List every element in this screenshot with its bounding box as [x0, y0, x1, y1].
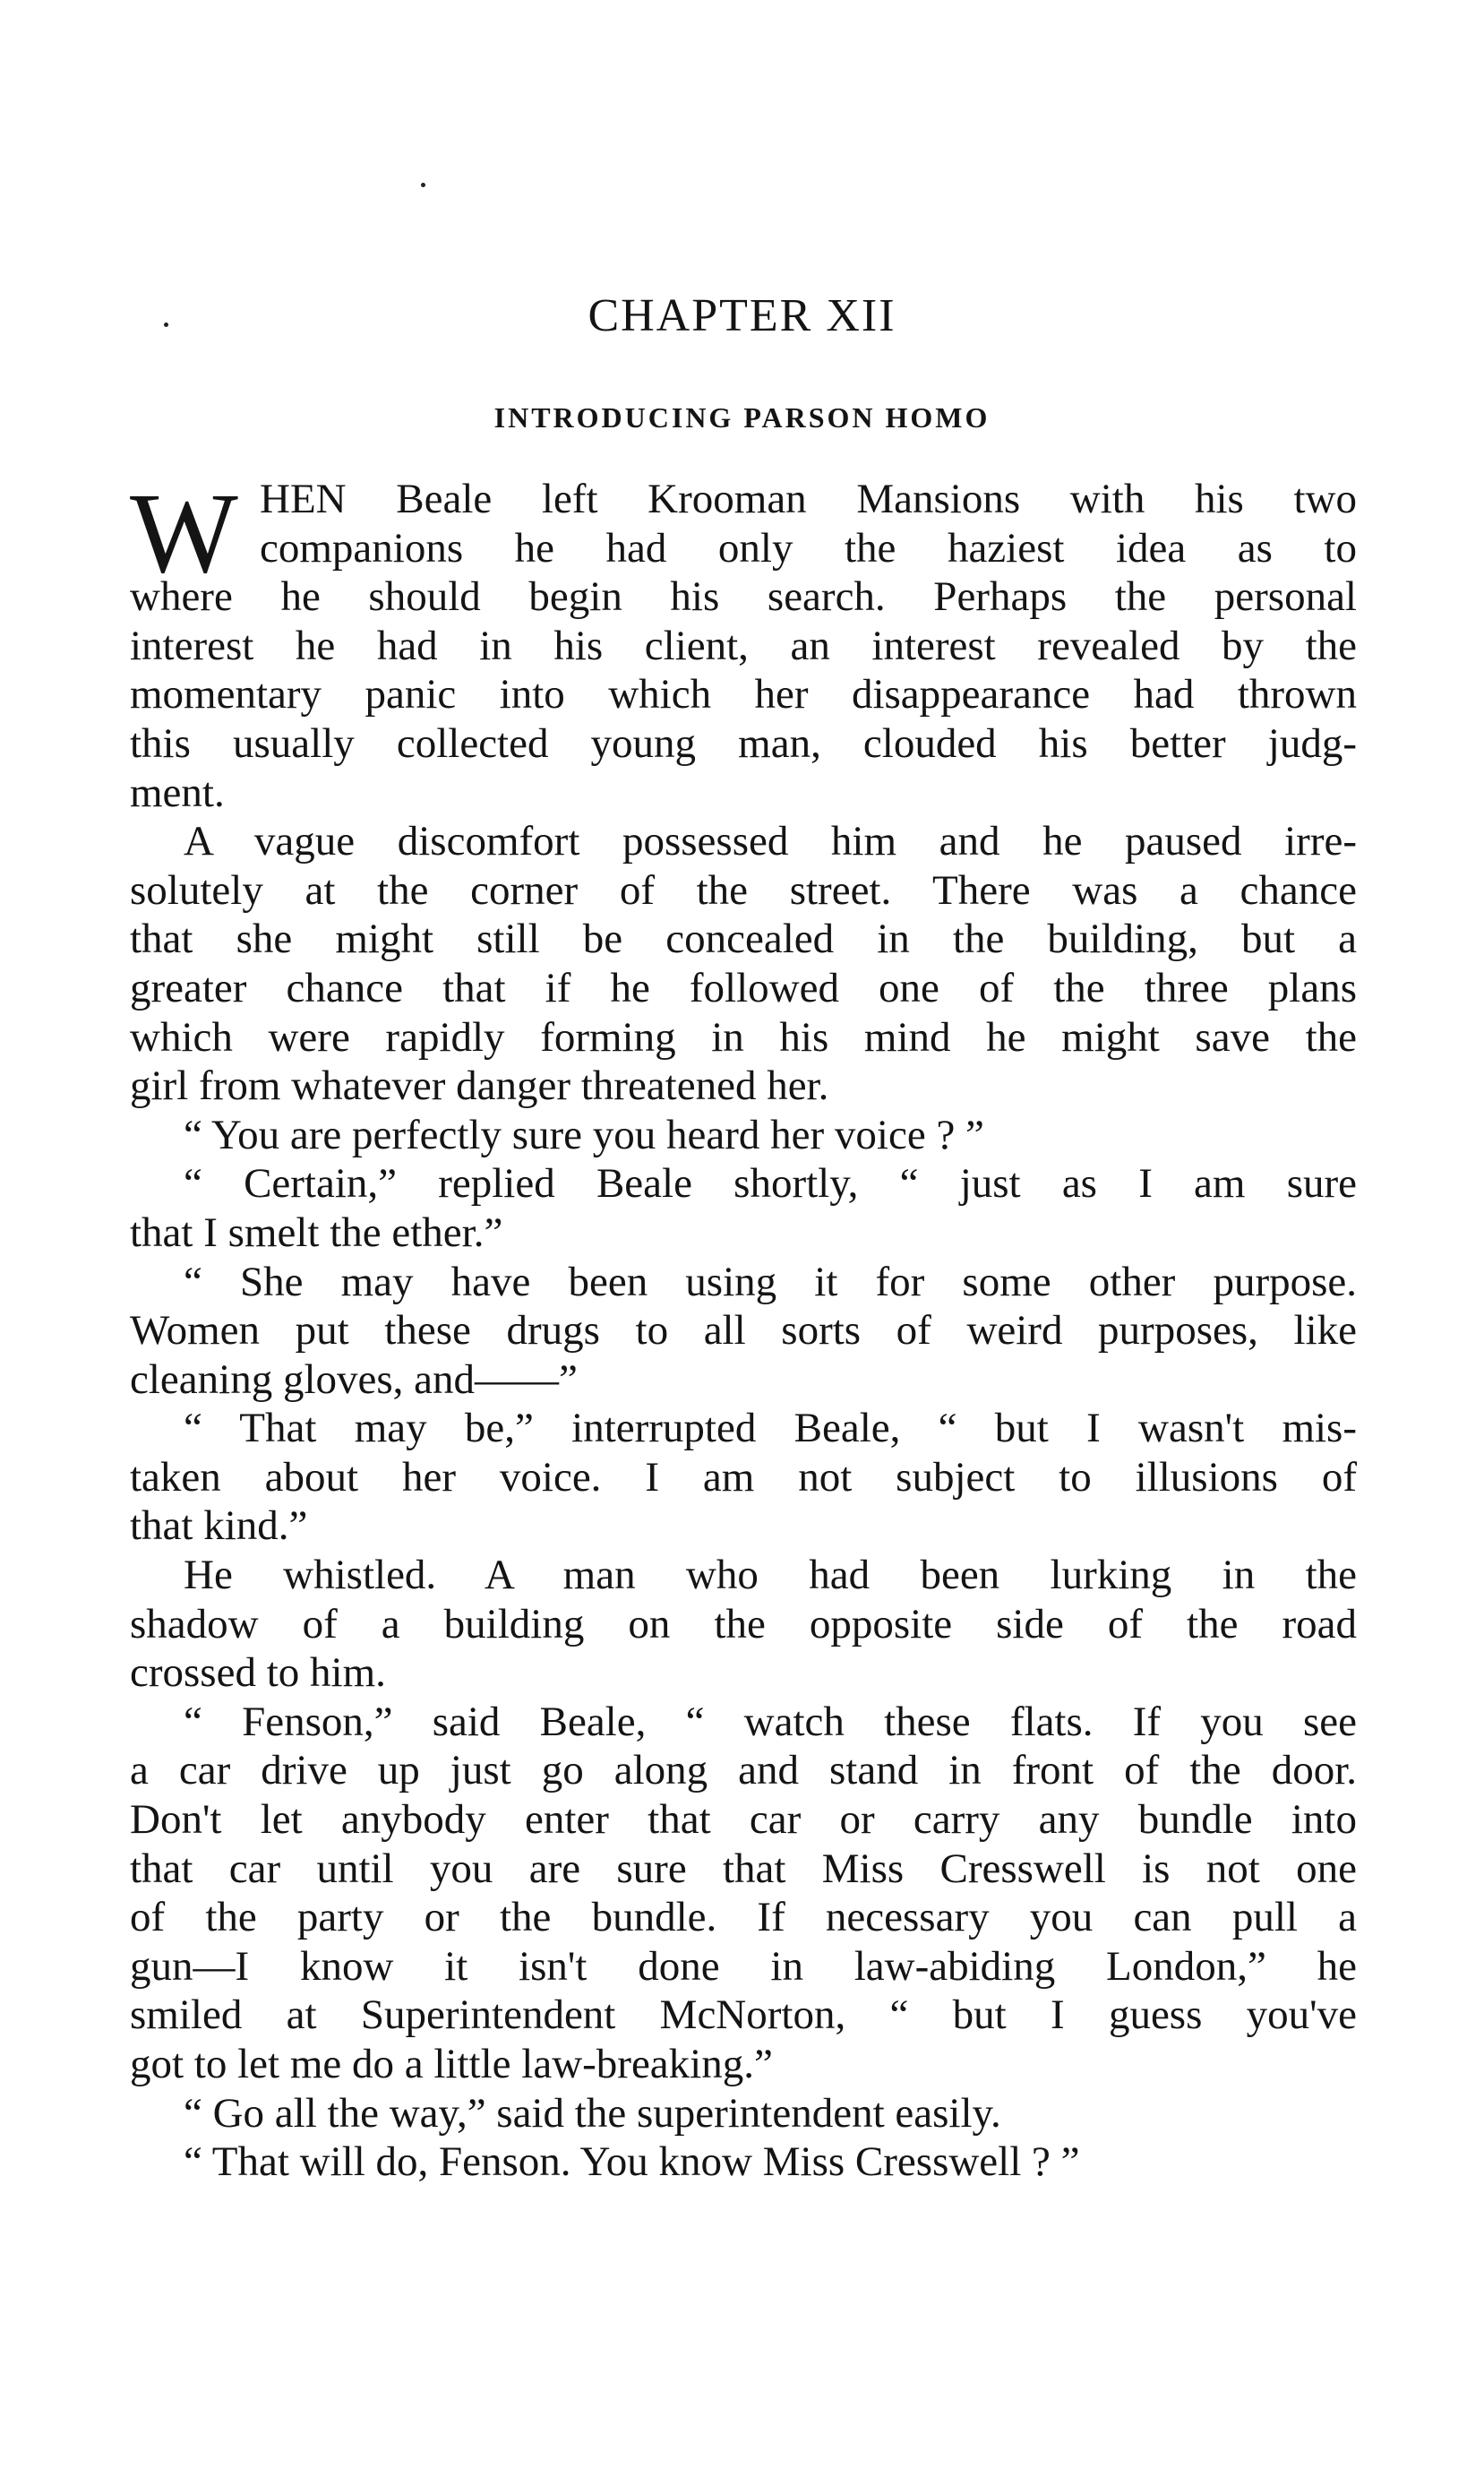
- text-line: “ You are perfectly sure you heard her voice ? ”: [184, 1111, 984, 1158]
- drop-cap: W: [130, 469, 238, 597]
- text-line: greater chance that if he followed one of the three plans: [130, 964, 1357, 1011]
- text-line: “ She may have been using it for some other purpose.: [184, 1258, 1357, 1305]
- text-line: Women put these drugs to all sorts of weird purposes, like: [130, 1307, 1357, 1355]
- text-line: of the party or the bundle. If necessary you can pull a: [130, 1894, 1357, 1941]
- text-line: this usually collected young man, clouded his better judg-: [130, 719, 1357, 767]
- text-line: that kind.”: [130, 1502, 308, 1550]
- text-line: cleaning gloves, and——”: [130, 1355, 578, 1403]
- text-line: “ That may be,” interrupted Beale, “ but I wasn't mis-: [184, 1405, 1357, 1452]
- text-line: ment.: [130, 769, 225, 816]
- text-line: crossed to him.: [130, 1649, 386, 1697]
- text-line: A vague discomfort possessed him and he paused irre-: [184, 818, 1357, 865]
- text-line: shadow of a building on the opposite side of the road: [130, 1600, 1357, 1647]
- text-line: that car until you are sure that Miss Cresswell is not one: [130, 1845, 1357, 1892]
- text-line: “ Go all the way,” said the superintendent easily.: [184, 2089, 1001, 2137]
- text-line: “ Certain,” replied Beale shortly, “ just as I am sure: [184, 1160, 1357, 1208]
- chapter-title: CHAPTER XII: [588, 290, 896, 341]
- text-line: Don't let anybody enter that car or carry any bundle into: [130, 1796, 1357, 1844]
- print-speck: [421, 183, 425, 187]
- text-line: girl from whatever danger threatened her.: [130, 1062, 829, 1110]
- text-line: interest he had in his client, an interest revealed by the: [130, 622, 1357, 669]
- text-line: got to let me do a little law-breaking.”: [130, 2041, 773, 2087]
- text-line: “ Fenson,” said Beale, “ watch these flats. If you see: [184, 1698, 1357, 1745]
- chapter-body: [130, 469, 1357, 2187]
- text-line: a car drive up just go along and stand in front of the door.: [130, 1747, 1357, 1794]
- text-line: momentary panic into which her disappearance had thrown: [130, 671, 1357, 718]
- text-line: HEN Beale left Krooman Mansions with his two: [260, 476, 1357, 522]
- text-line: where he should begin his search. Perhaps the personal: [130, 573, 1357, 621]
- text-line: that she might still be concealed in the building, but a: [130, 916, 1357, 963]
- text-line: He whistled. A man who had been lurking in the: [184, 1552, 1357, 1599]
- text-line: that I smelt the ether.”: [130, 1209, 503, 1256]
- chapter-subtitle: INTRODUCING PARSON HOMO: [493, 401, 991, 434]
- text-line: smiled at Superintendent McNorton, “ but I guess you've: [130, 1991, 1357, 2039]
- text-line: companions he had only the haziest idea as to: [260, 524, 1357, 572]
- text-line: which were rapidly forming in his mind he might save the: [130, 1013, 1357, 1061]
- text-line: “ That will do, Fenson. You know Miss Cresswell ? ”: [184, 2138, 1080, 2186]
- text-line: gun—I know it isn't done in law-abiding London,” he: [130, 1942, 1357, 1990]
- text-line: taken about her voice. I am not subject to illusions of: [130, 1453, 1357, 1501]
- text-line: solutely at the corner of the street. There was a chance: [130, 866, 1357, 914]
